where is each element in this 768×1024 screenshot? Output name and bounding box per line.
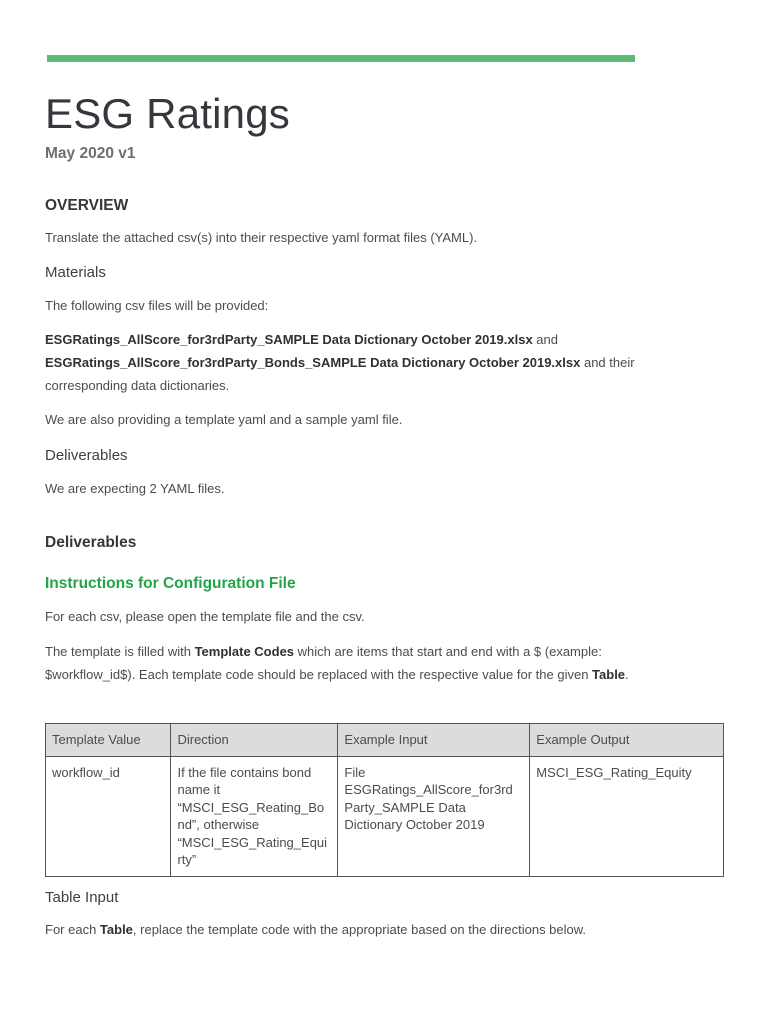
deliverables-heading-bold: Deliverables <box>45 534 137 551</box>
tc-bold1: Template Codes <box>194 644 295 659</box>
file1-suffix: and <box>532 332 558 347</box>
overview-text: Translate the attached csv(s) into their respective yaml format files (YAML). <box>45 230 478 245</box>
cell-example-input <box>338 756 530 876</box>
file2-name: ESGRatings_AllScore_for3rdParty_Bonds_SAMPLE Data Dictionary October 2019.xlsx <box>45 355 581 370</box>
template-note: We are also providing a template yaml and a sample yaml file. <box>45 412 403 427</box>
cell-example-output: MSCI_ESG_Rating_Equity <box>530 756 724 876</box>
instructions-heading: Instructions for Configuration File <box>45 575 296 592</box>
tc-part1: The template is filled with <box>45 644 195 659</box>
tc-part2: which are items that start and end with a $ (example: <box>294 644 602 659</box>
header-example-input: Example Input <box>338 724 530 757</box>
header-template-value: Template Value <box>46 724 171 757</box>
ti-bold: Table <box>99 922 133 937</box>
ti-part1: For each <box>45 922 100 937</box>
input-line: Party_SAMPLE Data <box>344 799 466 815</box>
materials-heading: Materials <box>45 264 106 281</box>
files-paragraph <box>45 328 685 397</box>
doc-title: ESG Ratings <box>45 90 290 137</box>
materials-intro: The following csv files will be provided: <box>45 298 269 313</box>
tc-part4: . <box>625 667 629 682</box>
file2-suffix: and their <box>580 355 635 370</box>
accent-bar <box>47 55 635 62</box>
deliverables-heading: Deliverables <box>45 447 128 464</box>
direction-line: nd”, otherwise <box>177 817 260 832</box>
header-direction: Direction <box>171 724 338 757</box>
input-line: Dictionary October 2019 <box>344 817 485 832</box>
table-header-row <box>46 724 724 757</box>
cell-direction <box>171 756 338 876</box>
deliverables-text: We are expecting 2 YAML files. <box>45 481 225 496</box>
template-table <box>45 723 724 877</box>
header-example-output: Example Output <box>530 724 724 757</box>
files-tail: corresponding data dictionaries. <box>45 378 230 393</box>
input-line: File <box>344 764 366 780</box>
cell-template-value: workflow_id <box>46 756 171 876</box>
input-line: ESGRatings_AllScore_for3rd <box>344 782 513 797</box>
direction-line: If the file contains bond <box>177 764 312 780</box>
file1-name: ESGRatings_AllScore_for3rdParty_SAMPLE Data Dictionary October 2019.xlsx <box>45 332 533 347</box>
template-codes-paragraph <box>45 640 685 686</box>
table-input-heading: Table Input <box>45 889 119 906</box>
ti-part2: , replace the template code with the appropriate based on the directions below. <box>132 922 587 937</box>
tc-bold2: Table <box>592 667 626 682</box>
direction-line: rty” <box>177 852 197 867</box>
instructions-text: For each csv, please open the template file and the csv. <box>45 609 365 624</box>
table-row <box>46 756 724 876</box>
direction-line: “MSCI_ESG_Reating_Bo <box>177 799 325 815</box>
table-input-text <box>45 918 685 941</box>
doc-subtitle: May 2020 v1 <box>45 145 136 162</box>
direction-line: name it <box>177 782 221 797</box>
direction-line: “MSCI_ESG_Rating_Equi <box>177 834 328 850</box>
tc-part3: $workflow_id$). Each template code should be replaced with the respective value for the given <box>45 667 593 682</box>
overview-heading: OVERVIEW <box>45 197 129 214</box>
